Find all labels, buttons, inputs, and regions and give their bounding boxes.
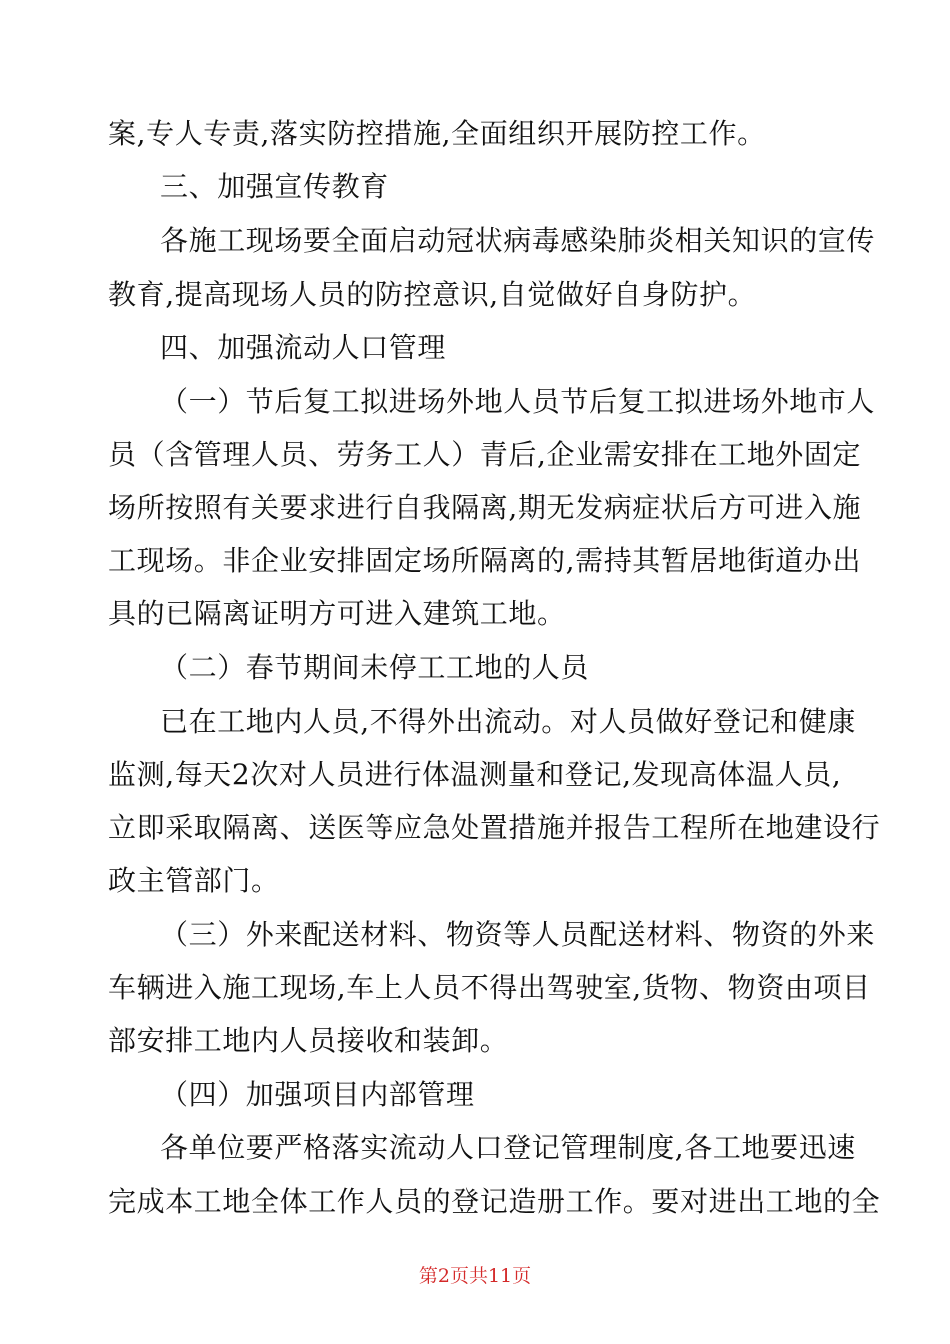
paragraph-first-line: 各施工现场要全面启动冠状病毒感染肺炎相关知识的宣传: [160, 224, 876, 257]
body-text-line: 员（含管理人员、劳务工人）青后,企业需安排在工地外固定: [108, 438, 862, 471]
subsection-heading: （四）加强项目内部管理: [160, 1078, 475, 1111]
body-text-line: 政主管部门。: [108, 864, 280, 897]
paragraph-first-line: （一）节后复工拟进场外地人员节后复工拟进场外地市人: [160, 385, 876, 418]
body-text-line: 教育,提高现场人员的防控意识,自觉做好自身防护。: [108, 278, 757, 311]
paragraph-first-line: （三）外来配送材料、物资等人员配送材料、物资的外来: [160, 918, 876, 951]
body-text-line: 立即采取隔离、送医等应急处置措施并报告工程所在地建设行: [108, 811, 881, 844]
body-text-line: 监测,每天2次对人员进行体温测量和登记,发现高体温人员,: [108, 758, 842, 791]
body-text-line: 具的已隔离证明方可进入建筑工地。: [108, 597, 566, 630]
paragraph-first-line: 各单位要严格落实流动人口登记管理制度,各工地要迅速: [160, 1131, 856, 1164]
section-heading: 三、加强宣传教育: [160, 170, 389, 203]
body-text-line: 场所按照有关要求进行自我隔离,期无发病症状后方可进入施: [108, 491, 862, 524]
section-heading: 四、加强流动人口管理: [160, 331, 447, 364]
paragraph-first-line: 已在工地内人员,不得外出流动。对人员做好登记和健康: [160, 705, 856, 738]
body-text-line: 部安排工地内人员接收和装卸。: [108, 1024, 509, 1057]
body-text-line: 完成本工地全体工作人员的登记造册工作。要对进出工地的全: [108, 1185, 881, 1218]
body-text-line: 车辆进入施工现场,车上人员不得出驾驶室,货物、物资由项目: [108, 971, 871, 1004]
subsection-heading: （二）春节期间未停工工地的人员: [160, 651, 590, 684]
body-text-line: 工现场。非企业安排固定场所隔离的,需持其暂居地街道办出: [108, 544, 862, 577]
page-number-footer: 第2页共11页: [418, 1265, 532, 1287]
body-text-line: 案,专人专责,落实防控措施,全面组织开展防控工作。: [108, 117, 766, 150]
